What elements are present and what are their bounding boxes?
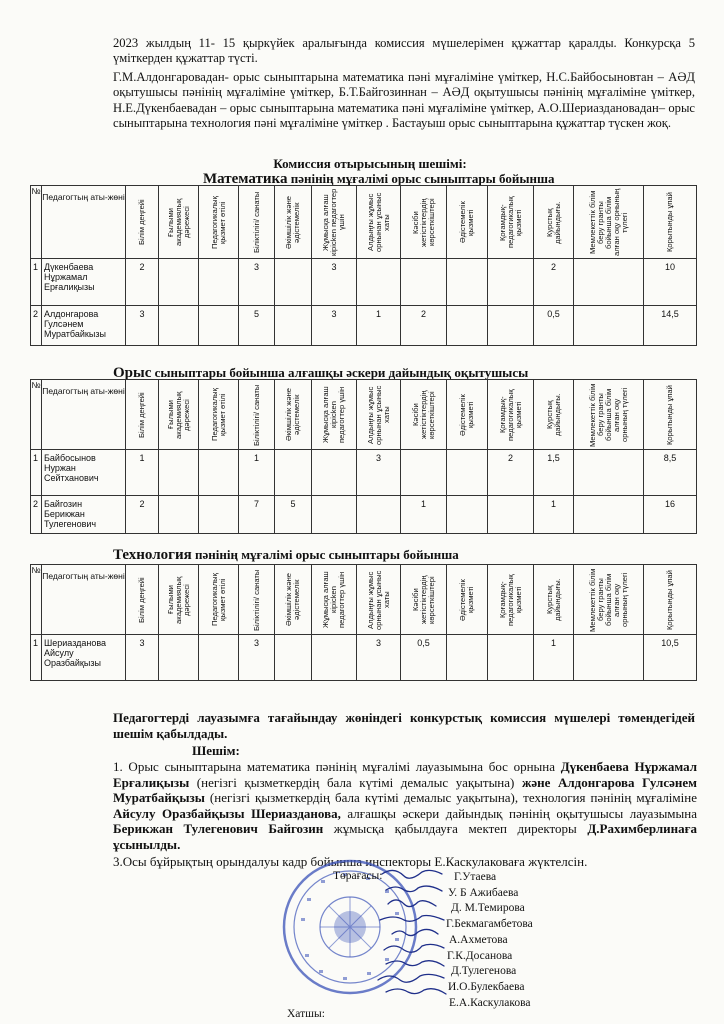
header-column xyxy=(447,565,488,635)
header-column xyxy=(488,186,534,259)
table-3-title-rest: пәнінің мұғалімі орыс сыныптары бойынша xyxy=(191,547,459,562)
score-cell xyxy=(312,450,357,496)
score-cell xyxy=(574,306,644,346)
table-3 xyxy=(30,564,697,681)
score-cell xyxy=(199,306,239,346)
commission-member-name: Е.А.Каскулакова xyxy=(449,996,531,1009)
header-column-label: Алдыңғы жұмыс орнынан ұсыныс хаты xyxy=(365,570,391,630)
header-column xyxy=(574,186,644,259)
decision-heading: Педагогтерді лауазымға тағайындау жөніндегі конкурстық комиссия мүшелері төмендегідей шешім қабылдады. xyxy=(113,710,695,741)
header-column-label: Әдістемелік қызметі xyxy=(458,579,475,621)
score-cell: 1 xyxy=(126,450,159,496)
header-column-label: Қоғамдық-педагогикалық қызметі xyxy=(497,574,523,626)
score-cell xyxy=(312,496,357,534)
header-column xyxy=(275,186,312,259)
item-1-name-director: Д.Рахимберлинаға ұсынылды. xyxy=(113,821,698,852)
header-column xyxy=(447,380,488,450)
header-column xyxy=(312,380,357,450)
header-column-label: Кәсіби жетістіктердің көрсеткіштері xyxy=(410,575,436,625)
score-cell: 5 xyxy=(239,306,275,346)
score-cell xyxy=(401,259,447,306)
score-cell xyxy=(199,259,239,306)
intro-paragraph-1: 2023 жылдың 11- 15 қыркүйек аралығында комиссия мүшелерімен құжаттар қаралды. Конкурсқа 5 үміткерден құжаттар түсті. xyxy=(113,36,695,66)
header-column xyxy=(401,380,447,450)
row-number: 1 xyxy=(31,450,42,496)
teacher-name: Алдонгарова Гулсәнем Муратбайкызы xyxy=(42,306,126,346)
table-header-row xyxy=(31,565,697,635)
header-column xyxy=(534,380,574,450)
score-cell xyxy=(275,259,312,306)
table-2-title-subject: Орыс xyxy=(113,365,152,381)
header-column-label: Мемлекеттік білім беру гранты бойынша білім алған оқу орнының түлегі xyxy=(587,568,629,632)
score-cell: 3 xyxy=(126,306,159,346)
header-column-label: Білім деңгейі xyxy=(137,392,146,438)
header-column-label: Жұмысқа алғаш кірісken педагогтер үшін xyxy=(321,188,346,257)
score-cell: 3 xyxy=(357,635,401,681)
header-column xyxy=(275,380,312,450)
score-cell xyxy=(447,450,488,496)
score-cell xyxy=(357,259,401,306)
commission-member-name: Д. М.Темирова xyxy=(451,902,525,915)
score-cell xyxy=(447,496,488,534)
decision-item-3: 3.Осы бұйрықтың орындалуы кадр бойынша инспекторы Е.Каскулаковаға жүктелсін. xyxy=(113,854,588,869)
score-cell xyxy=(199,635,239,681)
table-3-title-subject: Технология xyxy=(113,547,192,563)
header-column-label: Қорытынды ұпай xyxy=(665,192,674,253)
header-teacher-name: Педагогтың аты-жөні xyxy=(42,565,126,635)
header-column-label: Біліктілігі/ санаты xyxy=(251,384,261,446)
score-cell xyxy=(159,496,199,534)
table-1-title-subject: Математика xyxy=(203,171,288,187)
table-row xyxy=(31,450,697,496)
score-cell xyxy=(574,450,644,496)
header-column-label: Алдыңғы жұмыс орнынан ұсыныс хаты xyxy=(365,192,391,253)
header-teacher-name: Педагогтың аты-жөні xyxy=(42,380,126,450)
header-column xyxy=(534,565,574,635)
header-column xyxy=(447,186,488,259)
table-header-row xyxy=(31,380,697,450)
score-cell xyxy=(574,259,644,306)
teacher-name: Байбосынов Нуржан Сейтханович xyxy=(42,450,126,496)
header-column-label: Алдыңғы жұмыс орнынан ұсыныс хаты xyxy=(365,385,391,445)
score-cell xyxy=(488,496,534,534)
score-cell: 1 xyxy=(357,306,401,346)
item-1-name-dukenbaeva: Дүкенбаева Нұржамал Ерғалиқызы xyxy=(113,759,697,790)
score-cell xyxy=(312,635,357,681)
score-cell xyxy=(275,450,312,496)
score-cell xyxy=(447,635,488,681)
header-column xyxy=(488,565,534,635)
header-column-label: Білім деңгейі xyxy=(137,577,146,623)
chair-label: Төрағасы: xyxy=(333,870,383,882)
header-column-label: Ғылыми академиялық дәрежесі xyxy=(165,576,191,624)
score-cell xyxy=(159,306,199,346)
header-column-label: Педагогикалық қызмет өтілі xyxy=(209,388,227,442)
commission-member-name: Г.Бекмагамбетова xyxy=(446,918,533,931)
item-1-text-e: (негізгі қызметкердің бала күтімі демалыс уақытына), технология пәнінің мұғаліміне xyxy=(204,790,697,806)
table-row xyxy=(31,635,697,681)
header-column-label: Жұмысқа алғаш кірісken педагогтер үшін xyxy=(321,386,346,444)
teacher-name: Байгозин Берикжан Тулегенович xyxy=(42,496,126,534)
score-cell xyxy=(199,450,239,496)
score-cell: 3 xyxy=(239,259,275,306)
score-cell xyxy=(488,306,534,346)
score-cell: 3 xyxy=(357,450,401,496)
header-column-label: Кәсіби жетістіктердің көрсеткіштері xyxy=(410,198,436,247)
header-column xyxy=(357,380,401,450)
commission-member-name: У. Б Ажибаева xyxy=(448,886,519,899)
commission-member-name: Г.Утаева xyxy=(454,871,497,883)
header-column xyxy=(312,186,357,259)
row-number: 1 xyxy=(31,259,42,306)
score-cell: 3 xyxy=(239,635,275,681)
secretary-label: Хатшы: xyxy=(287,1008,325,1020)
score-cell: 2 xyxy=(401,306,447,346)
header-column-label: Жұмысқа алғаш кірісken педагогтер үшін xyxy=(321,571,346,629)
header-column-label: Қоғамдық-педагогикалық қызметі xyxy=(497,196,523,249)
item-1-text-i: жұмысқа қабылдауға мектеп директоры xyxy=(323,821,588,837)
decision-item-1 xyxy=(113,759,697,853)
total-score: 16 xyxy=(644,496,697,534)
header-column xyxy=(159,380,199,450)
score-cell xyxy=(357,496,401,534)
header-column xyxy=(126,565,159,635)
table-2 xyxy=(30,379,697,534)
header-column-label: Педагогикалық қызмет өтілі xyxy=(209,573,227,627)
header-column xyxy=(199,565,239,635)
score-cell xyxy=(488,259,534,306)
header-column-label: Әкімшілік және әдістемелік xyxy=(284,196,301,249)
header-column-label: Әдістемелік қызметі xyxy=(458,394,475,436)
score-cell: 2 xyxy=(126,259,159,306)
header-column-label: Кәсіби жетістіктердің көрсеткіштері xyxy=(410,390,436,440)
commission-decision-title: Комиссия отырысының шешімі: xyxy=(273,156,467,171)
header-column xyxy=(239,380,275,450)
header-column-label: Біліктілігі/ санаты xyxy=(251,191,261,254)
handwritten-signatures-icon xyxy=(372,864,462,999)
header-column xyxy=(357,565,401,635)
header-column xyxy=(401,565,447,635)
score-cell: 1 xyxy=(239,450,275,496)
header-column xyxy=(574,380,644,450)
commission-member-name: И.О.Булекбаева xyxy=(448,980,525,993)
score-cell xyxy=(488,635,534,681)
total-score: 8,5 xyxy=(644,450,697,496)
commission-member-name: Д.Тулегенова xyxy=(451,965,517,978)
score-cell xyxy=(275,306,312,346)
score-cell xyxy=(574,496,644,534)
score-cell: 5 xyxy=(275,496,312,534)
table-row xyxy=(31,259,697,306)
total-score: 10 xyxy=(644,259,697,306)
header-column-label: Біліктілігі/ санаты xyxy=(251,569,261,631)
header-column-label: Мемлекеттік білім беру гранты бойынша білім алған оқу орнының түлегі xyxy=(587,383,629,447)
score-cell: 2 xyxy=(534,259,574,306)
header-column xyxy=(534,186,574,259)
header-column-label: Білім деңгейі xyxy=(137,199,146,246)
header-column xyxy=(199,380,239,450)
commission-member-name: А.Ахметова xyxy=(449,933,508,946)
header-column xyxy=(239,565,275,635)
decision-label: Шешім: xyxy=(192,743,240,758)
score-cell: 1 xyxy=(401,496,447,534)
score-cell xyxy=(447,306,488,346)
table-row xyxy=(31,496,697,534)
header-number: № xyxy=(31,186,42,259)
score-cell: 1,5 xyxy=(534,450,574,496)
header-column xyxy=(488,380,534,450)
teacher-name: Шериазданова Айсулу Оразбайқызы xyxy=(42,635,126,681)
table-row xyxy=(31,306,697,346)
header-column xyxy=(239,186,275,259)
total-score: 14,5 xyxy=(644,306,697,346)
header-column-label: Әдістемелік қызметі xyxy=(458,201,475,244)
header-column xyxy=(126,380,159,450)
total-score: 10,5 xyxy=(644,635,697,681)
item-1-text-g: алғашқы әскери дайындық пәнінің оқытушысы лауазымына xyxy=(340,805,697,821)
item-1-name-sheriazdanova: Айсулу Оразбайқызы Шериазданова, xyxy=(113,805,341,821)
score-cell xyxy=(275,635,312,681)
teacher-name: Дүкенбаева Нұржамал Ерғалиқызы xyxy=(42,259,126,306)
header-column xyxy=(159,565,199,635)
score-cell xyxy=(159,259,199,306)
score-cell: 7 xyxy=(239,496,275,534)
header-column xyxy=(312,565,357,635)
score-cell xyxy=(199,496,239,534)
score-cell: 1 xyxy=(534,635,574,681)
header-column xyxy=(357,186,401,259)
score-cell: 3 xyxy=(126,635,159,681)
header-number: № xyxy=(31,565,42,635)
header-column-label: Әкімшілік және әдістемелік xyxy=(284,573,301,627)
commission-member-name: Г.К.Досанова xyxy=(447,949,513,962)
table-3-title xyxy=(113,547,459,564)
header-column-label: Курстық дайындығы. xyxy=(544,201,562,244)
row-number: 2 xyxy=(31,496,42,534)
item-1-text-a: 1. Орыс сыныптарына математика пәнінің мұғалімі лауазымына бос орнына xyxy=(113,759,561,774)
score-cell xyxy=(159,635,199,681)
header-column-label: Курстық дайындығы. xyxy=(544,578,562,622)
header-column-label: Ғылыми академиялық дәрежесі xyxy=(165,198,191,247)
header-teacher-name: Педагогтың аты-жөні xyxy=(42,186,126,259)
score-cell: 2 xyxy=(126,496,159,534)
intro-paragraph-2: Г.М.Алдонгаровадан- орыс сыныптарына математика пәні мұғаліміне үміткер, Н.С.Байбосыновтан – АӘД оқытушысы пәнінің мұғаліміне үміткер, Б.Т.Байгозиннан – АӘД оқытушысы пәнінің мұғаліміне үміткер, Н.Е.Дүкенбаевадан – орыс сыныптарына математика пәні мұғаліміне үміткер, А.О.Шериаздановадан– орыс сыныптарына технология пәні мұғаліміне үміткер . Бастауыш орыс сыныптарына құжаттар түскен жоқ. xyxy=(113,70,695,130)
header-column-label: Мемлекеттік білім беру гранты бойынша білім алған оқу орнының түлегі xyxy=(587,188,629,257)
header-column-label: Қоғамдық-педагогикалық қызметі xyxy=(497,389,523,441)
score-cell: 0,5 xyxy=(401,635,447,681)
header-column-label: Курстық дайындығы. xyxy=(544,393,562,437)
header-number: № xyxy=(31,380,42,450)
header-column-label: Әкімшілік және әдістемелік xyxy=(284,388,301,442)
header-column xyxy=(275,565,312,635)
header-column xyxy=(401,186,447,259)
score-cell: 1 xyxy=(534,496,574,534)
item-1-text-c: (негізгі қызметкердің бала күтімі демалыс уақытына) xyxy=(189,774,522,790)
header-column xyxy=(126,186,159,259)
score-cell: 3 xyxy=(312,259,357,306)
header-column xyxy=(644,380,697,450)
header-column-label: Ғылыми академиялық дәрежесі xyxy=(165,391,191,439)
header-column xyxy=(644,565,697,635)
header-column xyxy=(159,186,199,259)
table-header-row xyxy=(31,186,697,259)
table-2-title-rest: сыныптары бойынша алғашқы әскери дайындық оқытушысы xyxy=(151,365,529,380)
score-cell: 3 xyxy=(312,306,357,346)
header-column xyxy=(199,186,239,259)
table-1-title-rest: пәнінің мұғалімі орыс сыныптары бойынша xyxy=(287,171,555,186)
row-number: 2 xyxy=(31,306,42,346)
score-cell: 2 xyxy=(488,450,534,496)
item-1-name-baigozin: Берикжан Тулегенович Байгозин xyxy=(113,821,324,837)
header-column-label: Қорытынды ұпай xyxy=(665,385,674,445)
header-column xyxy=(574,565,644,635)
item-1-name-aldongarova: және Алдонгарова Гулсәнем Муратбайқызы xyxy=(113,774,698,806)
score-cell xyxy=(401,450,447,496)
table-1 xyxy=(30,185,697,346)
header-column-label: Педагогикалық қызмет өтілі xyxy=(209,196,227,249)
score-cell xyxy=(574,635,644,681)
score-cell xyxy=(159,450,199,496)
score-cell xyxy=(447,259,488,306)
header-column-label: Қорытынды ұпай xyxy=(665,570,674,630)
row-number: 1 xyxy=(31,635,42,681)
score-cell: 0,5 xyxy=(534,306,574,346)
header-column xyxy=(644,186,697,259)
